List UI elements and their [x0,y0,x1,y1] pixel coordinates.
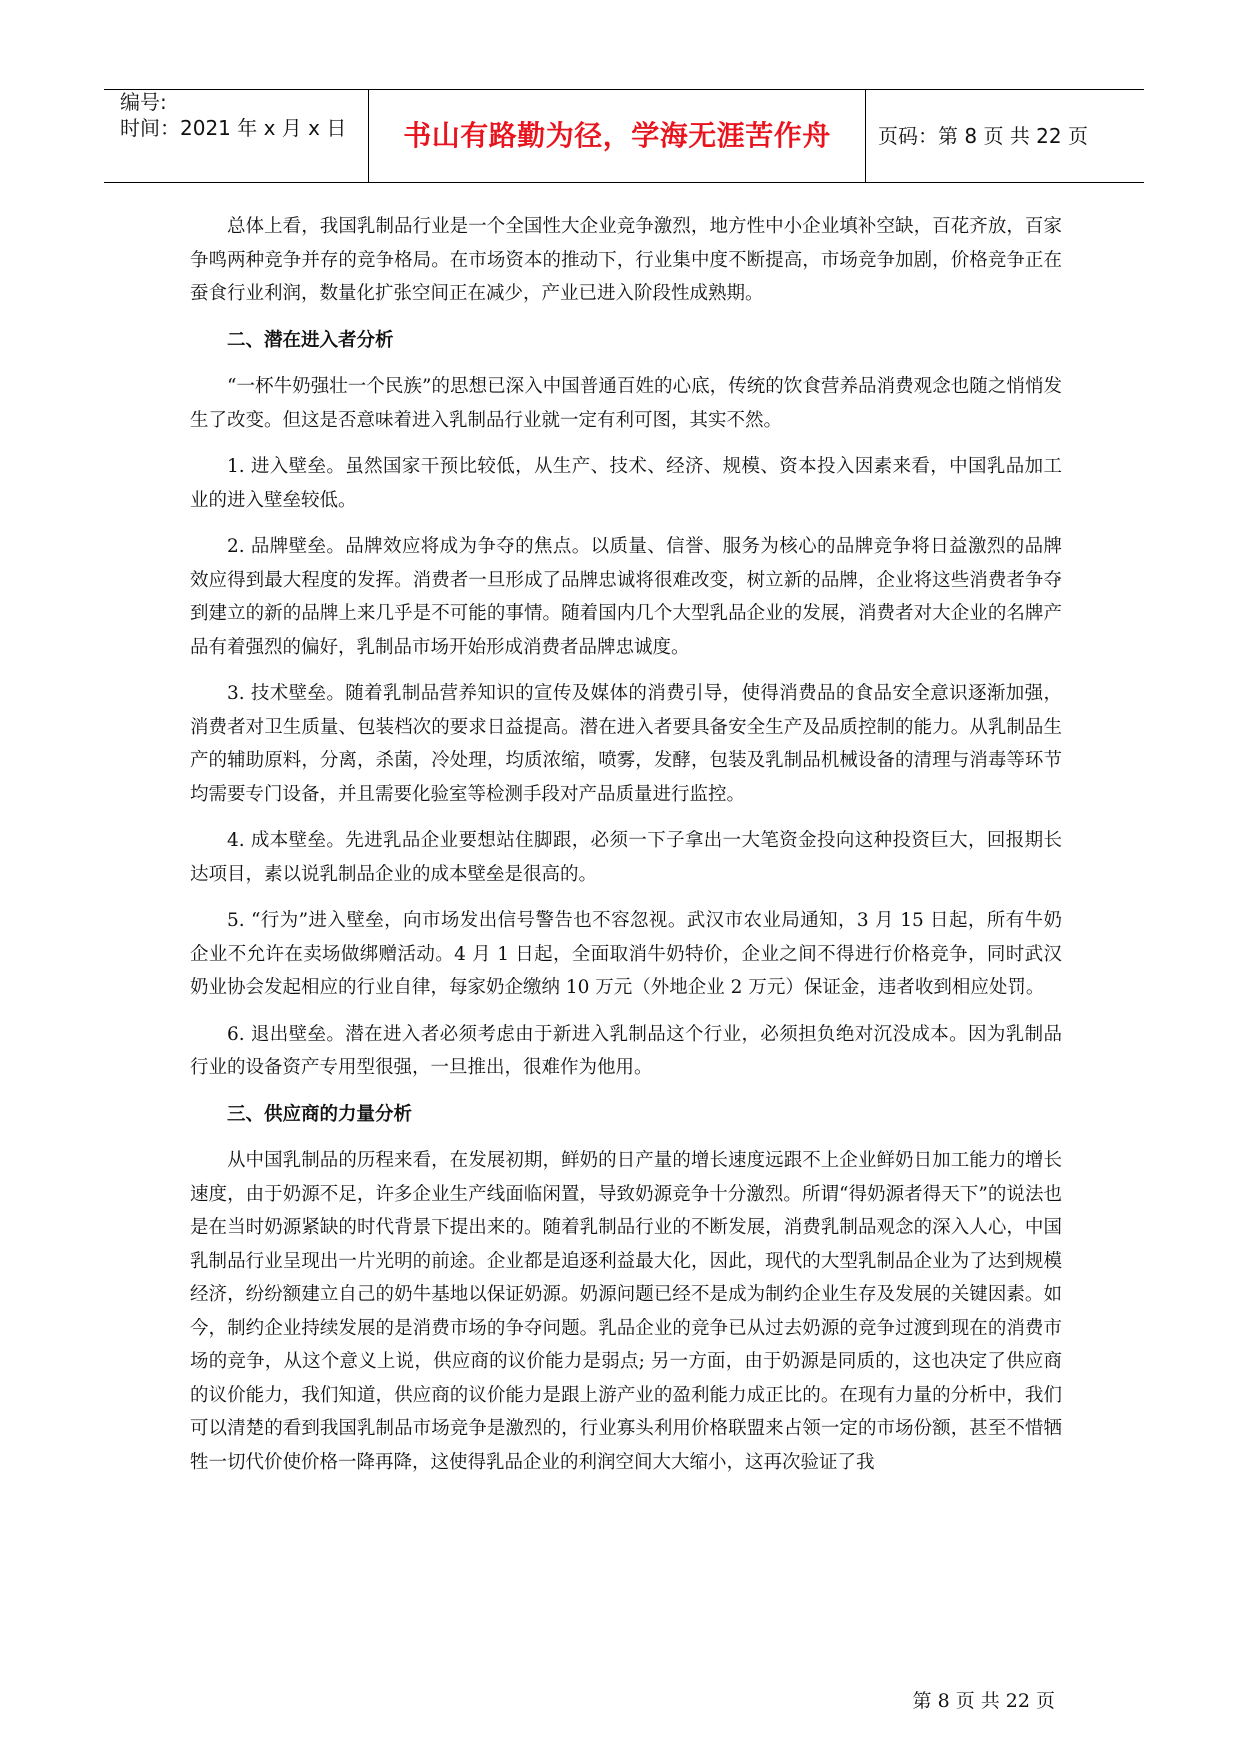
header-meta-cell [104,90,368,182]
document-body [190,210,1062,1492]
page-footer: 第 8 页 共 22 页 [912,1690,1055,1712]
header-page-cell [866,90,1144,182]
paragraph-tech-barrier: 3. 技术壁垒。随着乳制品营养知识的宣传及媒体的消费引导，使得消费品的食品安全意识逐渐加强，消费者对卫生质量、包装档次的要求日益提高。潜在进入者要具备安全生产及品质控制的能力。从乳制品生产的辅助原料，分离，杀菌，冷处理，均质浓缩，喷雾，发酵，包装及乳制品机械设备的清理与消毒等环节均需要专门设备，并且需要化验室等检测手段对产品质量进行监控。 [190,683,1062,805]
paragraph-summary: 总体上看，我国乳制品行业是一个全国性大企业竞争激烈，地方性中小企业填补空缺，百花齐放，百家争鸣两种竞争并存的竞争格局。在市场资本的推动下，行业集中度不断提高，市场竞争加剧，价格竞争正在蚕食行业利润，数量化扩张空间正在减少，产业已进入阶段性成熟期。 [190,216,1062,304]
header-page-code: 页码：第 8 页 共 22 页 [878,124,1088,148]
paragraph-exit-barrier: 6. 退出壁垒。潜在进入者必须考虑由于新进入乳制品这个行业，必须担负绝对沉没成本。因为乳制品行业的设备资产专用型很强，一旦推出，很难作为他用。 [190,1023,1062,1078]
header-table [104,89,1144,183]
paragraph-behavior-barrier: 5. “行为”进入壁垒，向市场发出信号警告也不容忽视。武汉市农业局通知，3 月 15 日起，所有牛奶企业不允许在卖场做绑赠活动。4 月 1 日起，全面取消牛奶特价，企业之间不得进行价格竞争，同时武汉奶业协会发起相应的行业自律，每家奶企缴纳 10 万元（外地企业 2 万元）保证金，违者收到相应处罚。 [190,910,1062,998]
paragraph-suppliers: 从中国乳制品的历程来看，在发展初期，鲜奶的日产量的增长速度远跟不上企业鲜奶日加工能力的增长速度，由于奶源不足，许多企业生产线面临闲置，导致奶源竞争十分激烈。所谓“得奶源者得天下”的说法也是在当时奶源紧缺的时代背景下提出来的。随着乳制品行业的不断发展，消费乳制品观念的深入人心，中国乳制品行业呈现出一片光明的前途。企业都是追逐利益最大化，因此，现代的大型乳制品企业为了达到规模经济，纷纷额建立自己的奶牛基地以保证奶源。奶源问题已经不是成为制约企业生存及发展的关键因素。如今，制约企业持续发展的是消费市场的争夺问题。乳品企业的竞争已从过去奶源的竞争过渡到现在的消费市场的竞争，从这个意义上说，供应商的议价能力是弱点; 另一方面，由于奶源是同质的，这也决定了供应商的议价能力，我们知道，供应商的议价能力是跟上游产业的盈利能力成正比的。在现有力量的分析中，我们可以清楚的看到我国乳制品市场竞争是激烈的，行业寡头利用价格联盟来占领一定的市场份额，甚至不惜牺牲一切代价使价格一降再降，这使得乳品企业的利润空间大大缩小，这再次验证了我 [190,1150,1062,1473]
paragraph-entrants-intro: “一杯牛奶强壮一个民族”的思想已深入中国普通百姓的心底，传统的饮食营养品消费观念也随之悄悄发生了改变。但这是否意味着进入乳制品行业就一定有利可图，其实不然。 [190,376,1062,431]
paragraph-cost-barrier: 4. 成本壁垒。先进乳品企业要想站住脚跟，必须一下子拿出一大笔资金投向这种投资巨大，回报期长达项目，素以说乳制品企业的成本壁垒是很高的。 [190,830,1062,885]
section-heading-entrants: 二、潜在进入者分析 [227,329,394,351]
paragraph-entry-barrier: 1. 进入壁垒。虽然国家干预比较低，从生产、技术、经济、规模、资本投入因素来看，中国乳品加工业的进入壁垒较低。 [190,456,1062,511]
section-heading-suppliers: 三、供应商的力量分析 [227,1103,413,1125]
motto-text: 书山有路勤为径，学海无涯苦作舟 [403,119,831,152]
paragraph-brand-barrier: 2. 品牌壁垒。品牌效应将成为争夺的焦点。以质量、信誉、服务为核心的品牌竞争将日益激烈的品牌效应得到最大程度的发挥。消费者一旦形成了品牌忠诚将很难改变，树立新的品牌，企业将这些消费者争夺到建立的新的品牌上来几乎是不可能的事情。随着国内几个大型乳品企业的发展，消费者对大企业的名牌产品有着强烈的偏好，乳制品市场开始形成消费者品牌忠诚度。 [190,536,1062,658]
doc-time-label: 时间：2021 年 x 月 x 日 [120,116,347,140]
header-motto-cell [368,90,866,182]
doc-number-label: 编号: [120,90,167,114]
